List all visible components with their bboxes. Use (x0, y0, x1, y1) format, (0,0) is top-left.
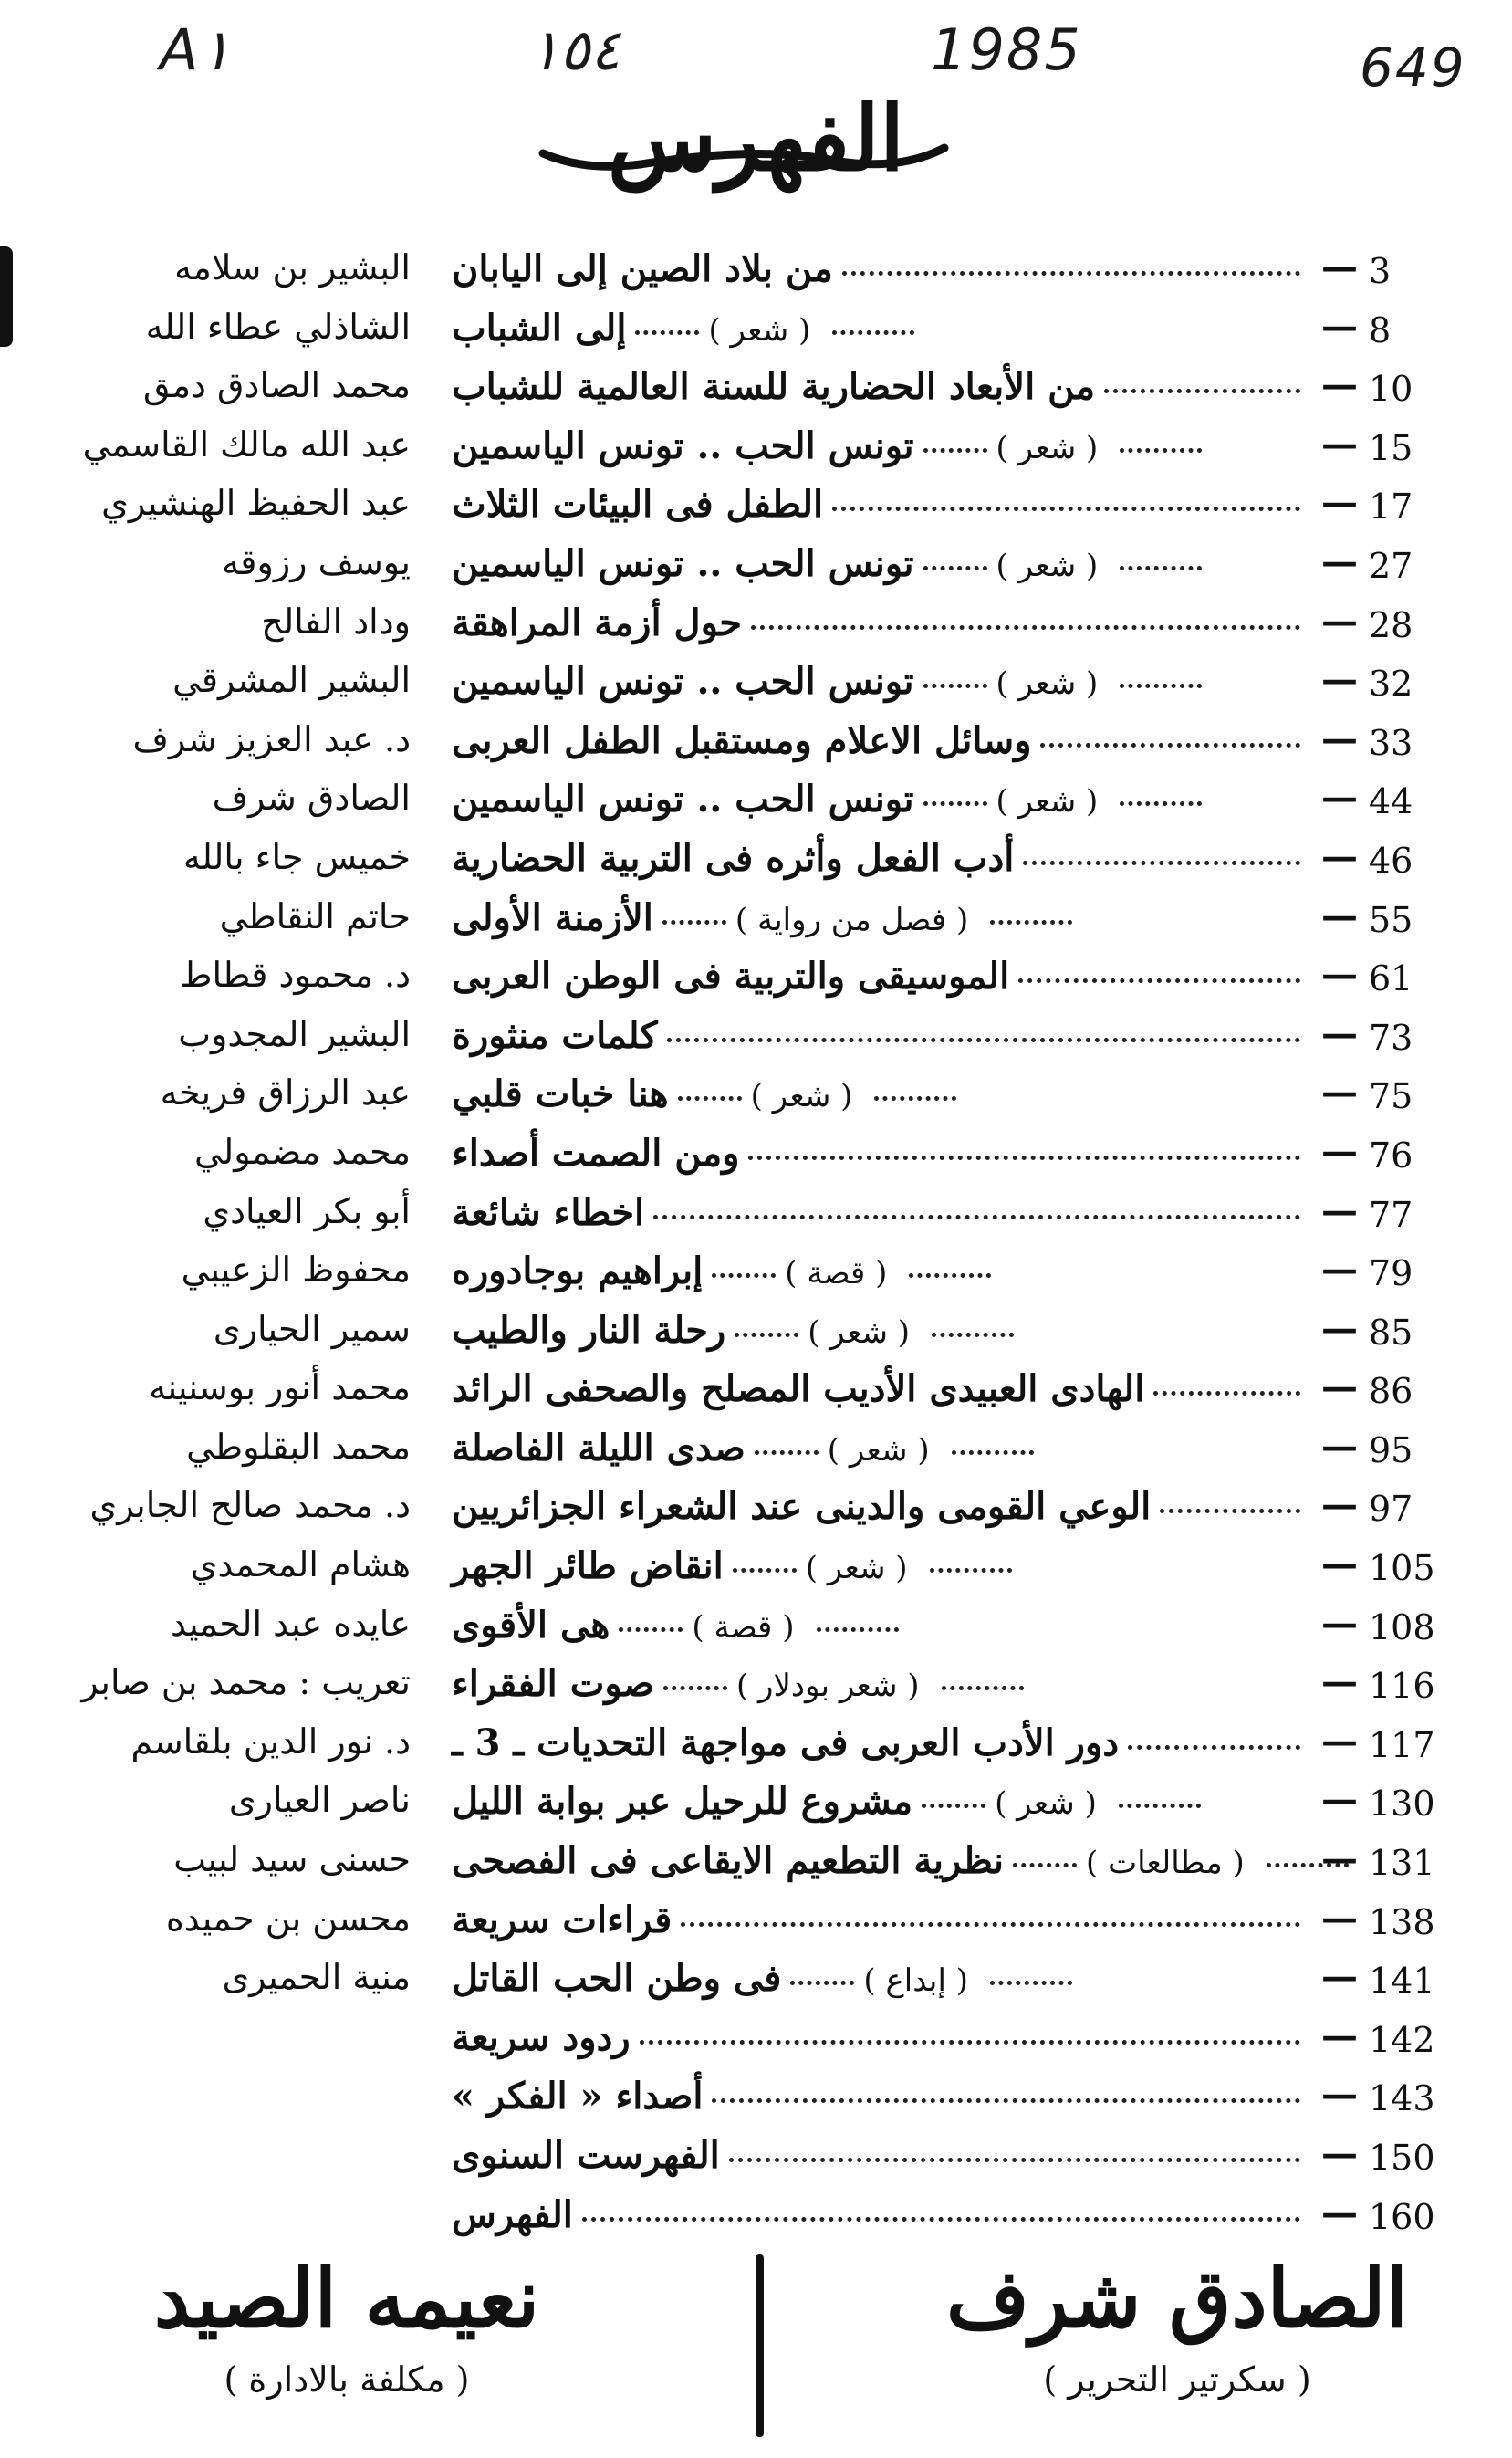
toc-author: خميس جاء بالله (182, 836, 411, 877)
toc-row (0, 301, 1512, 361)
toc-row (0, 1716, 1512, 1775)
toc-entry-genre: ( قصة ) (785, 1255, 888, 1292)
toc-title-line (452, 1309, 1309, 1352)
toc-entry-genre: ( مطالعات ) (1086, 1845, 1245, 1882)
toc-title-line (452, 1957, 1309, 2000)
signature-name: نعيمه الصيد (153, 2251, 540, 2346)
toc-page-number: 17 (1369, 486, 1413, 528)
toc-dash: — (1321, 1837, 1358, 1881)
dot-leader (1023, 842, 1300, 865)
toc-page-number: 61 (1369, 958, 1413, 999)
toc-title-line (452, 2075, 1309, 2118)
toc-entry-title: صدى الليلة الفاصلة (452, 1426, 746, 1470)
toc-entry-title: وسائل الاعلام ومستقبل الطفل العربى (452, 718, 1032, 762)
dot-leader (733, 1550, 797, 1573)
toc-row (0, 596, 1512, 655)
toc-entry-title: فى وطن الحب القاتل (452, 1957, 782, 2001)
toc-title-line (452, 660, 1309, 703)
toc-row (0, 714, 1512, 773)
toc-author: عبد الرزاق فريخه (160, 1072, 411, 1114)
toc-title-line (452, 1898, 1309, 1941)
toc-dash: — (1321, 894, 1358, 937)
toc-title-line (452, 1072, 1309, 1115)
toc-entry-genre: ( شعر ) (805, 1550, 908, 1587)
toc-dash: — (1321, 1778, 1358, 1822)
toc-page-number: 46 (1369, 840, 1413, 881)
toc-page-number: 143 (1369, 2078, 1435, 2119)
toc-author: محمد الصادق دمق (143, 365, 411, 406)
toc-dash: — (1321, 1896, 1358, 1940)
handwritten-number: ١٥٤ (529, 16, 620, 83)
toc-entry-title: مشروع للرحيل عبر بوابة الليل (452, 1780, 913, 1824)
toc-dash: — (1321, 834, 1358, 878)
toc-entry-title: انقاض طائر الجهر (452, 1544, 724, 1588)
dot-leader (874, 1078, 956, 1101)
toc-row (0, 832, 1512, 891)
toc-row (0, 654, 1512, 714)
toc-title-line (452, 1721, 1309, 1764)
toc-entry-genre: ( شعر ) (827, 1431, 930, 1469)
toc-entry-title: تونس الحب .. تونس الياسمين (452, 778, 914, 821)
toc-page-number: 86 (1369, 1371, 1413, 1412)
toc-title-line (452, 1191, 1309, 1234)
toc-entry-genre: ( شعر ) (996, 547, 1099, 584)
toc-entry-genre: ( إبداع ) (863, 1962, 969, 2000)
table-of-contents (0, 242, 1512, 2246)
toc-dash: — (1321, 1719, 1358, 1762)
toc-author: الشاذلي عطاء الله (145, 306, 411, 347)
toc-dash: — (1321, 246, 1358, 288)
dot-leader (1267, 1845, 1349, 1867)
toc-author: يوسف رزوقه (221, 541, 411, 582)
toc-dash: — (1321, 2132, 1358, 2175)
signature-name: الصادق شرف (946, 2251, 1408, 2346)
toc-dash: — (1321, 1543, 1358, 1586)
toc-entry-title: كلمات منثورة (452, 1013, 658, 1057)
dot-leader (923, 783, 987, 806)
toc-dash: — (1321, 1601, 1358, 1645)
dot-leader (619, 1609, 683, 1632)
dot-leader (1040, 725, 1300, 748)
toc-page-number: 97 (1369, 1489, 1413, 1530)
dot-leader (1120, 430, 1202, 453)
toc-page-number: 130 (1369, 1783, 1435, 1825)
toc-entry-title: اخطاء شائعة (452, 1190, 645, 1234)
toc-entry-genre: ( شعر ) (808, 1313, 911, 1351)
toc-page-number: 32 (1369, 664, 1413, 705)
toc-row (0, 477, 1512, 537)
toc-row (0, 360, 1512, 419)
signature-role: ( مكلفة بالادارة ) (224, 2359, 470, 2400)
toc-title-line (452, 837, 1309, 880)
toc-entry-genre: ( فصل من رواية ) (735, 901, 969, 938)
toc-entry-title: الموسيقى والتربية فى الوطن العربى (452, 955, 1010, 999)
dot-leader (909, 1255, 991, 1278)
dot-leader (1119, 1785, 1201, 1808)
toc-title-line (452, 1662, 1309, 1705)
toc-page-number: 3 (1369, 251, 1392, 291)
dot-leader (930, 1550, 1012, 1573)
toc-row (0, 242, 1512, 301)
toc-author: عبد الحفيظ الهنشيري (101, 483, 411, 524)
toc-page-number: 85 (1369, 1312, 1413, 1353)
toc-page-number: 138 (1369, 1901, 1435, 1942)
toc-dash: — (1321, 599, 1358, 643)
dot-leader (635, 312, 699, 335)
toc-page-number: 44 (1369, 781, 1413, 822)
dot-leader (923, 430, 987, 453)
toc-title-line (452, 542, 1309, 585)
dot-leader (942, 1668, 1024, 1690)
dot-leader (922, 1785, 985, 1808)
toc-row (0, 1362, 1512, 1421)
toc-entry-title: إبراهيم بوجادوره (452, 1250, 704, 1293)
dot-leader (990, 1962, 1072, 1985)
handwritten-page-mark: 649 (1360, 37, 1466, 99)
toc-author: محمد مضمولي (193, 1131, 411, 1172)
toc-row (0, 419, 1512, 478)
toc-page-number: 150 (1369, 2138, 1435, 2178)
toc-author: محمد البقلوطي (186, 1426, 411, 1467)
toc-dash: — (1321, 716, 1358, 760)
toc-dash: — (1321, 1248, 1358, 1292)
dot-leader (748, 1137, 1300, 1160)
toc-row (0, 1774, 1512, 1834)
toc-row (0, 2129, 1512, 2188)
dot-leader (712, 2080, 1300, 2103)
toc-dash: — (1321, 1660, 1358, 1704)
dot-leader (923, 665, 987, 688)
dot-leader (1120, 548, 1202, 570)
toc-author: تعريب : محمد بن صابر (81, 1662, 411, 1703)
signature-administration (73, 2251, 620, 2400)
toc-page-number: 108 (1369, 1606, 1435, 1647)
dot-leader (790, 1962, 854, 1985)
toc-entry-title: أصداء « الفكر » (452, 2075, 704, 2118)
dot-leader (755, 1432, 819, 1455)
toc-dash: — (1321, 776, 1358, 820)
dot-leader (640, 2022, 1300, 2045)
toc-title-line (452, 307, 1309, 350)
signature-editor-secretary (903, 2251, 1451, 2400)
toc-row (0, 1951, 1512, 2011)
toc-entry-title: حول أزمة المراهقة (452, 601, 742, 644)
toc-entry-genre: ( شعر ) (995, 1785, 1097, 1823)
toc-row (0, 1186, 1512, 1245)
toc-entry-title: الطفل فى البيئات الثلاث (452, 483, 824, 527)
toc-title-line (452, 1427, 1309, 1470)
toc-entry-title: الوعي القومى والدينى عند الشعراء الجزائريين (452, 1485, 1152, 1529)
dot-leader (1018, 960, 1300, 983)
toc-entry-title: الأزمنة الأولى (452, 895, 653, 939)
toc-entry-title: من بلاد الصين إلى اليابان (452, 247, 833, 290)
toc-author: هشام المحمدي (190, 1544, 411, 1585)
dot-leader (663, 1668, 727, 1690)
handwritten-year: 1985 (931, 16, 1082, 83)
toc-page-number: 27 (1369, 545, 1413, 586)
dot-leader (667, 1020, 1300, 1042)
toc-entry-title: تونس الحب .. تونس الياسمين (452, 424, 914, 467)
signature-role: ( سكرتير التحرير ) (1043, 2359, 1311, 2400)
dot-leader (1104, 371, 1300, 393)
toc-title-line (452, 1839, 1309, 1882)
toc-row (0, 891, 1512, 950)
toc-author: محسن بن حميده (165, 1898, 411, 1939)
toc-dash: — (1321, 1188, 1358, 1232)
toc-author: عايده عبد الحميد (171, 1603, 411, 1644)
toc-author: د. محمود قطاط (180, 955, 411, 996)
dot-leader (1013, 1845, 1077, 1867)
toc-dash: — (1321, 1071, 1358, 1114)
toc-title-line (452, 2134, 1309, 2177)
toc-author: وداد الفالح (261, 601, 411, 642)
toc-page-number: 131 (1369, 1843, 1435, 1884)
toc-dash: — (1321, 422, 1358, 465)
toc-title-line (452, 601, 1309, 644)
toc-row (0, 2188, 1512, 2247)
toc-entry-title: صوت الفقراء (452, 1662, 654, 1706)
toc-title-line (452, 483, 1309, 526)
toc-dash: — (1321, 2073, 1358, 2117)
toc-entry-title: قراءات سريعة (452, 1898, 673, 1941)
dot-leader (735, 1314, 798, 1337)
toc-entry-title: ردود سريعة (452, 2015, 631, 2059)
toc-title-line (452, 778, 1309, 821)
toc-dash: — (1321, 2191, 1358, 2234)
dot-leader (817, 1609, 899, 1632)
footer-divider (756, 2254, 764, 2437)
toc-dash: — (1321, 1129, 1358, 1173)
toc-dash: — (1321, 2013, 1358, 2057)
toc-page-number: 116 (1369, 1666, 1435, 1707)
toc-dash: — (1321, 1011, 1358, 1055)
toc-entry-genre: ( قصة ) (692, 1608, 795, 1646)
toc-row (0, 1244, 1512, 1303)
toc-page-number: 73 (1369, 1017, 1413, 1058)
toc-entry-genre: ( شعر بودلار ) (735, 1668, 920, 1705)
toc-page-number: 33 (1369, 722, 1413, 763)
toc-author: د. محمد صالح الجابري (89, 1485, 411, 1526)
toc-title-line (452, 365, 1309, 408)
toc-author: د. نور الدين بلقاسم (130, 1721, 411, 1762)
dot-leader (1120, 783, 1202, 806)
toc-entry-title: من الأبعاد الحضارية للسنة العالمية للشباب (452, 365, 1096, 409)
toc-page-number: 105 (1369, 1548, 1435, 1589)
dot-leader (832, 312, 914, 335)
toc-author: البشير بن سلامه (174, 247, 411, 288)
toc-dash: — (1321, 481, 1358, 525)
toc-page-number: 55 (1369, 899, 1413, 940)
toc-title-line (452, 1485, 1309, 1528)
dot-leader (582, 2199, 1300, 2222)
toc-row (0, 1657, 1512, 1716)
toc-row (0, 772, 1512, 832)
toc-entry-title: تونس الحب .. تونس الياسمين (452, 541, 914, 585)
toc-row (0, 949, 1512, 1009)
toc-title-line (452, 1014, 1309, 1057)
dot-leader (832, 488, 1300, 511)
toc-entry-title: أدب الفعل وأثره فى التربية الحضارية (452, 836, 1015, 880)
dot-leader (952, 1432, 1034, 1455)
handwritten-ref-code: A١ (160, 16, 231, 83)
toc-entry-title: إلى الشباب (452, 306, 627, 350)
toc-dash: — (1321, 539, 1358, 583)
dot-leader (1120, 665, 1202, 688)
toc-page-number: 95 (1369, 1429, 1413, 1470)
toc-row (0, 1539, 1512, 1598)
toc-dash: — (1321, 658, 1358, 702)
toc-row (0, 1303, 1512, 1363)
toc-author: محفوظ الزعيبي (181, 1250, 411, 1291)
toc-title-line (452, 896, 1309, 939)
toc-dash: — (1321, 304, 1358, 348)
toc-entry-title: ومن الصمت أصداء (452, 1131, 740, 1175)
toc-row (0, 1893, 1512, 1952)
toc-entry-genre: ( شعر ) (996, 783, 1099, 821)
toc-title-line (452, 2193, 1309, 2236)
toc-page-number: 77 (1369, 1194, 1413, 1235)
toc-author: سمير الحيارى (213, 1308, 411, 1349)
toc-entry-title: هى الأقوى (452, 1603, 610, 1647)
toc-author: منية الحميرى (222, 1957, 411, 1998)
toc-entry-title: رحلة النار والطيب (452, 1308, 726, 1352)
dot-leader (923, 548, 987, 570)
dot-leader (842, 253, 1300, 276)
toc-entry-title: الهادى العبيدى الأديب المصلح والصحفى الرائد (452, 1367, 1145, 1411)
toc-title-line (452, 247, 1309, 290)
toc-row (0, 1126, 1512, 1186)
toc-entry-title: الفهرس (452, 2192, 573, 2236)
toc-author: أبو بكر العيادي (203, 1190, 411, 1231)
toc-dash: — (1321, 1424, 1358, 1468)
toc-entry-genre: ( شعر ) (708, 311, 811, 349)
toc-dash: — (1321, 1483, 1358, 1527)
toc-page-number: 10 (1369, 369, 1413, 410)
dot-leader (681, 1904, 1300, 1927)
toc-page-number: 8 (1369, 309, 1392, 350)
toc-page-number: 117 (1369, 1724, 1435, 1765)
toc-page-number: 142 (1369, 2019, 1435, 2060)
toc-dash: — (1321, 953, 1358, 997)
toc-entry-title: تونس الحب .. تونس الياسمين (452, 660, 914, 704)
title-flourish (534, 137, 954, 173)
toc-dash: — (1321, 363, 1358, 407)
dot-leader (990, 902, 1072, 925)
toc-entry-title: نظرية التطعيم الايقاعى فى الفصحى (452, 1839, 1004, 1883)
toc-page-number: 75 (1369, 1076, 1413, 1117)
dot-leader (1128, 1727, 1300, 1750)
toc-title-line (452, 1250, 1309, 1292)
dot-leader (662, 902, 726, 925)
toc-author: البشير المجدوب (178, 1013, 411, 1054)
toc-author: عبد الله مالك القاسمي (82, 424, 411, 465)
dot-leader (729, 2139, 1300, 2162)
dot-leader (1153, 1373, 1300, 1396)
toc-page-number: 79 (1369, 1253, 1413, 1294)
dot-leader (751, 607, 1300, 630)
toc-entry-genre: ( شعر ) (996, 429, 1099, 466)
footer-signatures (0, 2251, 1512, 2458)
toc-row (0, 2069, 1512, 2129)
page-title: الفهرس (607, 87, 905, 192)
toc-page-number: 76 (1369, 1135, 1413, 1176)
toc-dash: — (1321, 1955, 1358, 1999)
toc-row (0, 537, 1512, 596)
toc-entry-genre: ( شعر ) (750, 1078, 853, 1115)
toc-title-line (452, 424, 1309, 467)
toc-entry-title: الفهرست السنوى (452, 2134, 720, 2177)
dot-leader (678, 1078, 742, 1101)
toc-row (0, 1067, 1512, 1126)
toc-row (0, 1834, 1512, 1893)
toc-title-line (452, 1132, 1309, 1175)
toc-page-number: 160 (1369, 2196, 1435, 2237)
toc-dash: — (1321, 1365, 1358, 1409)
toc-dash: — (1321, 1306, 1358, 1350)
toc-author: الصادق شرف (212, 778, 411, 819)
toc-page-number: 28 (1369, 604, 1413, 645)
toc-author: حاتم النقاطي (219, 895, 411, 936)
toc-title-line (452, 719, 1309, 762)
toc-author: د. عبد العزيز شرف (132, 718, 411, 759)
dot-leader (1160, 1490, 1300, 1513)
toc-title-line (452, 1604, 1309, 1647)
toc-page-number: 141 (1369, 1961, 1435, 2002)
dot-leader (932, 1314, 1014, 1337)
dot-leader (653, 1197, 1300, 1219)
toc-row (0, 1598, 1512, 1658)
toc-row (0, 2011, 1512, 2070)
toc-author: البشير المشرقي (172, 660, 411, 701)
toc-title-line (452, 2016, 1309, 2059)
toc-row (0, 1480, 1512, 1539)
toc-entry-genre: ( شعر ) (996, 665, 1099, 703)
toc-page-number: 15 (1369, 427, 1413, 468)
toc-title-line (452, 1544, 1309, 1587)
toc-title-line (452, 1367, 1309, 1410)
toc-row (0, 1009, 1512, 1068)
toc-author: ناصر العيارى (228, 1780, 411, 1821)
toc-entry-title: دور الأدب العربى فى مواجهة التحديات ـ 3 ـ (452, 1721, 1120, 1764)
toc-author: حسنى سيد لبيب (173, 1839, 411, 1880)
dot-leader (712, 1255, 776, 1278)
toc-title-line (452, 955, 1309, 998)
toc-title-line (452, 1780, 1309, 1823)
toc-author: محمد أنور بوسنينه (149, 1367, 411, 1408)
toc-entry-title: هنا خبات قلبي (452, 1072, 669, 1116)
toc-row (0, 1421, 1512, 1480)
